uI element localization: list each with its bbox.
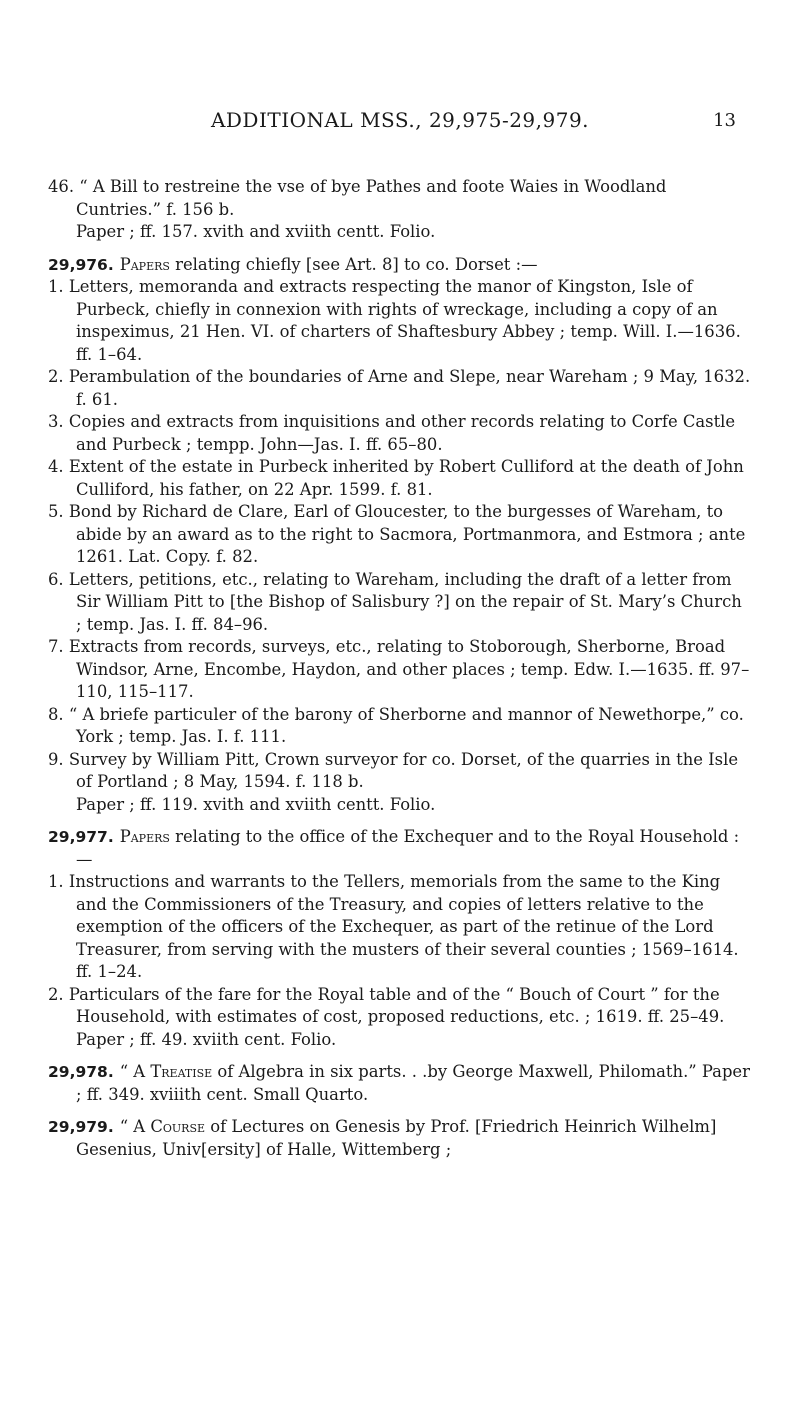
list-item: 8. “ A briefe particuler of the barony of Sherborne and mannor of Newethorpe,” co. York ; temp. Jas. I. f. 111. (48, 704, 744, 746)
running-header (0, 108, 800, 148)
heading-smallcaps: Course (150, 1117, 206, 1136)
list-item: 7. Extracts from records, surveys, etc., relating to Stoborough, Sherborne, Broad Windsor, Arne, Encombe, Haydon, and other places ; temp. Edw. I.—1635. ff. 97–110, 115–117. (48, 637, 750, 701)
entry-heading (48, 1116, 752, 1161)
list-item: 4. Extent of the estate in Purbeck inherited by Robert Culliford at the death of John Culliford, his father, on 22 Apr. 1599. f. 81. (48, 457, 744, 499)
list-item: 1. Instructions and warrants to the Tellers, memorials from the same to the King and the Commissioners of the Treasury, and copies of letters relative to the exemption of the officers of the Exchequer, as part of the retinue of the Lord Treasurer, from serving with the musters of their several counties ; 1569–1614. ff. 1–24. (48, 872, 739, 981)
entry-number: 29,979. (48, 1118, 114, 1136)
entry-29976 (48, 254, 752, 817)
list-item: 2. Perambulation of the boundaries of Arne and Slepe, near Wareham ; 9 May, 1632. f. 61. (48, 367, 751, 409)
entry-29978 (48, 1061, 752, 1106)
heading-smallcaps: Papers (119, 254, 170, 274)
entry-heading (48, 254, 752, 277)
document-body (48, 176, 752, 1171)
entry-29975-continued (48, 176, 752, 244)
entry-number: 29,978. (48, 1063, 114, 1081)
entry-29979 (48, 1116, 752, 1161)
item-text: 46. “ A Bill to restreine the vse of bye Pathes and foote Waies in Woodland Cuntries.” f. 156 b. (48, 177, 667, 219)
entry-tail: Paper ; ff. 157. xvith and xviith centt. Folio. (76, 222, 436, 241)
list-item: 3. Copies and extracts from inquisitions and other records relating to Corfe Castle and Purbeck ; tempp. John—Jas. I. ff. 65–80. (48, 412, 736, 454)
entry-29977 (48, 826, 752, 1051)
heading-text: of Algebra in six parts. . .by George Maxwell, Philomath.” Paper ; ff. 349. xviiith cent. Small Quarto. (76, 1062, 750, 1104)
entry-heading (48, 826, 752, 871)
page-number: 13 (713, 110, 736, 131)
heading-smallcaps: Papers (119, 827, 170, 846)
list-item: 9. Survey by William Pitt, Crown surveyor for co. Dorset, of the quarries in the Isle of Portland ; 8 May, 1594. f. 118 b. (48, 749, 739, 791)
heading-text: of Lectures on Genesis by Prof. [Friedrich Heinrich Wilhelm] Gesenius, Univ[ersity] of Halle, Wittemberg ; (76, 1117, 717, 1159)
heading-prefix: “ A (119, 1117, 151, 1136)
list-item: 5. Bond by Richard de Clare, Earl of Gloucester, to the burgesses of Wareham, to abide by an award as to the right to Sacmora, Portmanmora, and Estmora ; ante 1261. Lat. Copy. f. 82. (48, 502, 746, 566)
page-title: ADDITIONAL MSS., 29,975-29,979. (210, 108, 590, 132)
heading-text: relating to the office of the Exchequer and to the Royal Household :— (76, 827, 740, 869)
entry-number: 29,976. (48, 255, 114, 274)
list-item: 2. Particulars of the fare for the Royal table and of the “ Bouch of Court ” for the Household, with estimates of cost, proposed reductions, etc. ; 1619. ff. 25–49. (48, 984, 725, 1026)
list-item: 6. Letters, petitions, etc., relating to Wareham, including the draft of a letter from Sir William Pitt to [the Bishop of Salisbury ?] on the repair of St. Mary’s Church ; temp. Jas. I. ff. 84–96. (48, 569, 742, 634)
entry-heading (48, 1061, 752, 1106)
heading-prefix: “ A (119, 1062, 151, 1081)
entry-tail: Paper ; ff. 119. xvith and xviith centt. Folio. (76, 794, 436, 814)
list-item: 1. Letters, memoranda and extracts respecting the manor of Kingston, Isle of Purbeck, chiefly in connexion with rights of wreckage, including a copy of an inspeximus, 21 Hen. VI. of charters of Shaftesbury Abbey ; temp. Will. I.—1636. ff. 1–64. (48, 277, 741, 364)
entry-number: 29,977. (48, 828, 114, 846)
heading-text: relating chiefly [see Art. 8] to co. Dorset :— (169, 254, 538, 274)
entry-tail: Paper ; ff. 49. xviith cent. Folio. (76, 1029, 337, 1049)
heading-smallcaps: Treatise (150, 1062, 213, 1081)
